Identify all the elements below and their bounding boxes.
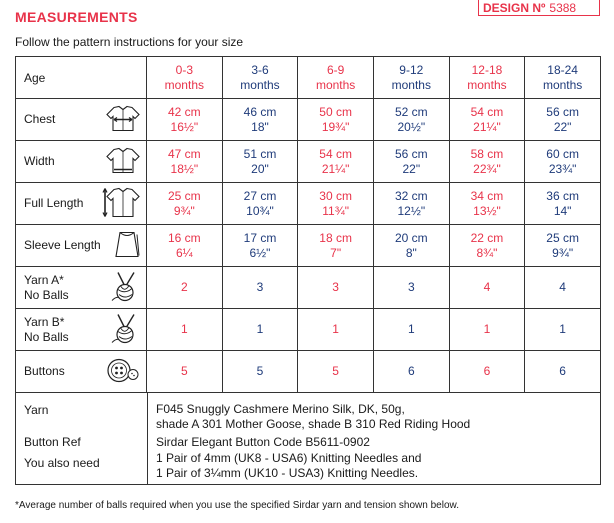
measurement-value: 20½" [397,119,426,134]
row-label-cell [16,183,147,225]
measurement-cell [222,99,298,141]
measurement-cell [147,225,223,267]
measurement-cell [525,267,601,309]
row-label-cell [16,99,147,141]
measurement-value: 22" [402,161,421,176]
measurement-cell [298,309,374,351]
row-label-wrap [24,357,146,387]
measurement-row [16,225,601,267]
measurement-value: 6¼ [175,245,193,260]
row-label-wrap [24,147,146,177]
measurement-value: 7" [330,245,342,260]
also-need-label: You also need [24,456,100,470]
row-label-cell [16,309,147,351]
measurement-value: 50 cm [319,104,352,119]
measurement-cell [373,309,449,351]
row-label-cell [16,141,147,183]
measurement-value: 36 cm [546,188,579,203]
measurement-cell [449,183,525,225]
age-label: Age [16,57,147,99]
yarn-line-2: shade A 301 Mother Goose, shade B 310 Red Riding Hood [156,417,471,431]
measurement-value: 20 cm [394,230,428,245]
footnote: *Average number of balls required when you use the specified Sirdar yarn and tension shown below. [15,500,459,511]
length-garment-icon [102,186,140,221]
row-label-line: Width [24,154,55,168]
measurement-cell [525,183,601,225]
measurement-value: 6 [483,364,491,378]
measurement-value: 10¾" [246,203,274,218]
row-label-wrap [24,315,146,345]
measurement-value: 11¾" [322,203,349,218]
measurement-value: 1 [256,322,264,336]
button-ref-label: Button Ref [24,435,81,449]
measurement-cell [525,309,601,351]
measurement-value: 21¼" [473,119,501,134]
size-range: 0-3 [175,62,193,77]
measurement-value: 1 [483,322,491,336]
measurement-value: 46 cm [243,104,277,119]
measurement-cell [525,351,601,393]
measurement-cell [298,351,374,393]
row-label-wrap [24,231,146,261]
measurement-value: 5 [332,364,339,378]
measurement-cell [449,225,525,267]
row-label [24,112,55,127]
measurement-row [16,141,601,183]
measurement-value: 1 [407,322,415,336]
size-range: 18-24 [547,62,578,77]
measurement-cell [298,225,374,267]
measurement-value: 58 cm [470,146,504,161]
measurement-cell [449,141,525,183]
measurement-value: 54 cm [319,146,352,161]
page-title: MEASUREMENTS [15,9,138,25]
row-label [24,315,69,345]
measurement-value: 20" [251,161,269,176]
measurement-value: 30 cm [319,188,352,203]
measurement-value: 9¾" [552,245,574,260]
size-range: 12-18 [471,62,503,77]
measurement-value: 6 [559,364,566,378]
subtitle: Follow the pattern instructions for your size [15,35,244,49]
size-header [222,57,298,99]
measurement-row [16,99,601,141]
size-unit: months [542,77,583,92]
row-label-cell [16,225,147,267]
measurements-table [15,56,601,393]
measurement-value: 34 cm [470,188,504,203]
measurement-value: 23¾" [548,161,577,176]
measurement-value: 25 cm [546,230,579,245]
button-icon [106,357,140,386]
measurement-cell [147,267,223,309]
row-label-line: Chest [24,112,56,126]
yarn-line-1: F045 Snuggly Cashmere Merino Silk, DK, 50g, [156,402,405,416]
measurement-cell [373,267,449,309]
measurement-value: 5 [256,364,264,378]
measurement-cell [222,141,298,183]
measurement-cell [525,141,601,183]
measurement-value: 6 [407,364,415,378]
row-label-cell [16,267,147,309]
measurement-value: 25 cm [167,188,201,203]
measurement-cell [449,309,525,351]
age-row [16,57,601,99]
design-number-box [478,0,600,16]
row-label-line: Yarn B* [24,314,65,329]
measurement-value: 4 [559,280,566,294]
size-range: 3-6 [251,62,269,77]
measurement-cell [525,99,601,141]
measurement-cell [373,351,449,393]
size-header [449,57,525,99]
measurement-cell [373,225,449,267]
measurement-value: 22 cm [470,230,504,245]
measurement-row [16,183,601,225]
measurement-value: 16½" [170,119,199,134]
measurement-cell [147,141,223,183]
measurement-value: 12½" [397,203,426,218]
width-garment-icon [106,146,140,177]
size-unit: months [391,77,431,92]
measurement-cell [298,183,374,225]
measurement-cell [222,309,298,351]
measurement-value: 13½" [473,203,501,218]
measurement-value: 47 cm [167,146,201,161]
measurement-cell [222,351,298,393]
measurement-value: 27 cm [243,188,277,203]
measurement-cell [449,99,525,141]
size-range: 6-9 [326,62,345,77]
measurement-value: 8" [405,245,417,260]
measurement-value: 18" [251,119,269,134]
measurement-value: 3 [256,280,264,294]
measurement-cell [373,183,449,225]
measurement-value: 54 cm [470,104,504,119]
yarn-info-box [15,393,601,485]
measurement-cell [222,225,298,267]
need-line-1: 1 Pair of 4mm (UK8 - USA6) Knitting Needles and [156,451,422,465]
size-header [373,57,449,99]
measurement-value: 32 cm [394,188,428,203]
measurement-cell [298,141,374,183]
measurement-value: 16 cm [167,230,201,245]
row-label [24,364,65,379]
measurement-row [16,267,601,309]
size-unit: months [467,77,507,92]
measurement-value: 4 [483,280,491,294]
row-label-line: Full Length [24,196,84,210]
size-unit: months [315,77,356,92]
measurement-value: 6½" [249,245,271,260]
measurement-cell [298,267,374,309]
chest-garment-icon [106,104,140,135]
row-label-line: No Balls [24,287,69,302]
measurement-value: 8¾" [476,245,498,260]
need-line-2: 1 Pair of 3¼mm (UK10 - USA3) Knitting Needles. [156,466,419,480]
measurement-value: 52 cm [394,104,428,119]
measurement-value: 3 [332,280,339,294]
size-unit: months [164,77,204,92]
measurement-cell [373,99,449,141]
measurement-value: 1 [559,322,566,336]
row-label-wrap [24,189,146,219]
measurement-value: 14" [553,203,572,218]
measurement-value: 22¾" [473,161,501,176]
size-header [525,57,601,99]
measurement-value: 18½" [170,161,199,176]
sleeve-garment-icon [114,228,140,263]
measurement-cell [222,183,298,225]
size-header [147,57,223,99]
measurement-value: 1 [180,322,188,336]
row-label [24,238,101,253]
measurement-value: 17 cm [243,230,277,245]
size-header [298,57,374,99]
measurement-cell [147,351,223,393]
row-label-line: No Balls [24,329,69,344]
yarn-info-divider [147,393,148,484]
measurement-value: 22" [553,119,572,134]
measurement-value: 56 cm [394,146,428,161]
measurement-value: 42 cm [167,104,201,119]
measurement-value: 5 [180,364,188,378]
measurement-row [16,309,601,351]
row-label-wrap [24,273,146,303]
measurement-cell [373,141,449,183]
measurement-value: 3 [407,280,415,294]
measurement-value: 1 [332,322,339,336]
measurement-value: 51 cm [243,146,277,161]
size-range: 9-12 [399,62,424,77]
measurement-value: 56 cm [546,104,579,119]
row-label-line: Sleeve Length [24,238,101,252]
row-label-line: Yarn A* [24,272,64,287]
measurement-value: 60 cm [546,146,579,161]
size-unit: months [240,77,280,92]
measurement-row [16,351,601,393]
measurement-cell [449,267,525,309]
measurement-cell [147,99,223,141]
yarn-ball-icon [110,270,140,305]
measurement-cell [298,99,374,141]
row-label [24,196,83,211]
measurement-value: 9¾" [173,203,195,218]
measurement-cell [147,183,223,225]
measurement-cell [449,351,525,393]
row-label [24,154,55,169]
measurement-cell [147,309,223,351]
row-label [24,273,69,303]
measurement-value: 18 cm [319,230,352,245]
measurement-cell [222,267,298,309]
yarn-ball-icon [110,312,140,347]
design-number: 5388 [549,1,577,15]
yarn-label: Yarn [24,403,49,417]
row-label-line: Buttons [24,364,65,378]
design-label: DESIGN Nº [483,1,546,15]
measurement-value: 19¾" [321,119,350,134]
measurement-value: 21¼" [321,161,350,176]
row-label-wrap [24,105,146,135]
measurement-cell [525,225,601,267]
measurement-value: 2 [180,280,188,294]
row-label-cell [16,351,147,393]
button-ref-value: Sirdar Elegant Button Code B5611-0902 [156,435,370,449]
